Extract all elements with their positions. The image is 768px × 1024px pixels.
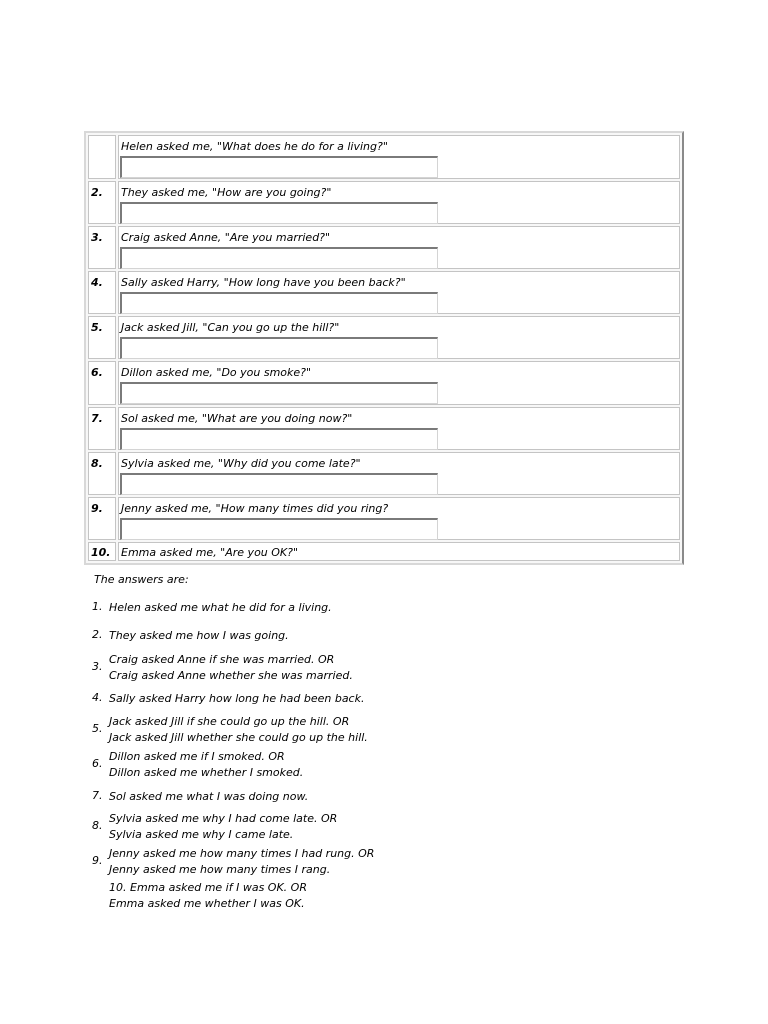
question-cell <box>118 271 680 314</box>
question-text: Jack asked Jill, "Can you go up the hill?" <box>121 321 340 334</box>
answers-heading: The answers are: <box>94 573 189 586</box>
question-row-5 <box>88 316 680 359</box>
answer-text: Sally asked Harry how long he had been back. <box>109 692 365 705</box>
question-number: 10. <box>91 546 111 559</box>
question-text: Dillon asked me, "Do you smoke?" <box>121 366 312 379</box>
answer-input-2[interactable] <box>120 202 438 224</box>
question-number-cell <box>88 542 116 561</box>
answer-text: 10. Emma asked me if I was OK. OR <box>109 881 307 894</box>
answer-number: 6. <box>92 757 103 770</box>
answer-text: Helen asked me what he did for a living. <box>109 601 332 614</box>
answer-number: 5. <box>92 722 103 735</box>
question-row-9 <box>88 497 680 540</box>
answer-input-5[interactable] <box>120 337 438 359</box>
answer-text: Jenny asked me how many times I rang. <box>109 863 331 876</box>
question-number: 8. <box>91 457 103 470</box>
question-text: Jenny asked me, "How many times did you ring? <box>121 502 389 515</box>
answer-text: Jenny asked me how many times I had rung. OR <box>109 847 375 860</box>
answer-input-6[interactable] <box>120 382 438 404</box>
answer-text: Jack asked Jill if she could go up the hill. OR <box>109 715 350 728</box>
answer-input-8[interactable] <box>120 473 438 495</box>
answer-number: 7. <box>92 789 103 802</box>
question-number-cell <box>88 271 116 314</box>
question-row-6 <box>88 361 680 405</box>
answer-number: 8. <box>92 819 103 832</box>
question-cell <box>118 497 680 540</box>
question-row-1 <box>88 135 680 179</box>
answer-input-4[interactable] <box>120 292 438 314</box>
question-number: 6. <box>91 366 103 379</box>
question-number: 2. <box>91 186 103 199</box>
question-row-3 <box>88 226 680 269</box>
question-number-cell <box>88 452 116 495</box>
answer-input-7[interactable] <box>120 428 438 450</box>
question-row-2 <box>88 181 680 224</box>
question-row-10 <box>88 542 680 561</box>
question-cell <box>118 226 680 269</box>
answer-text: Sylvia asked me why I had come late. OR <box>109 812 338 825</box>
question-row-4 <box>88 271 680 314</box>
question-text: Craig asked Anne, "Are you married?" <box>121 231 331 244</box>
answer-number: 3. <box>92 660 103 673</box>
question-number-cell <box>88 135 116 179</box>
answer-number: 1. <box>92 600 103 613</box>
answer-text: Craig asked Anne whether she was married. <box>109 669 353 682</box>
answer-input-3[interactable] <box>120 247 438 269</box>
answer-number: 2. <box>92 628 103 641</box>
quiz-table <box>84 131 684 565</box>
answer-text: They asked me how I was going. <box>109 629 289 642</box>
answer-text: Jack asked Jill whether she could go up the hill. <box>109 731 368 744</box>
question-number-cell <box>88 361 116 405</box>
answer-input-9[interactable] <box>120 518 438 540</box>
question-cell <box>118 135 680 179</box>
question-number: 7. <box>91 412 103 425</box>
answer-text: Dillon asked me if I smoked. OR <box>109 750 285 763</box>
question-number-cell <box>88 407 116 450</box>
question-number: 3. <box>91 231 103 244</box>
answer-number: 9. <box>92 854 103 867</box>
question-cell <box>118 316 680 359</box>
answer-number: 4. <box>92 691 103 704</box>
answer-text: Emma asked me whether I was OK. <box>109 897 305 910</box>
question-number: 5. <box>91 321 103 334</box>
question-cell <box>118 181 680 224</box>
question-cell <box>118 542 680 561</box>
question-cell <box>118 361 680 405</box>
question-row-7 <box>88 407 680 450</box>
question-number-cell <box>88 316 116 359</box>
question-text: Sylvia asked me, "Why did you come late?" <box>121 457 361 470</box>
answer-text: Sol asked me what I was doing now. <box>109 790 309 803</box>
question-number: 9. <box>91 502 103 515</box>
question-text: Sol asked me, "What are you doing now?" <box>121 412 353 425</box>
answer-text: Craig asked Anne if she was married. OR <box>109 653 335 666</box>
question-row-8 <box>88 452 680 495</box>
question-text: Sally asked Harry, "How long have you been back?" <box>121 276 406 289</box>
answer-text: Sylvia asked me why I came late. <box>109 828 294 841</box>
question-number-cell <box>88 181 116 224</box>
question-text: They asked me, "How are you going?" <box>121 186 332 199</box>
answer-input-1[interactable] <box>120 156 438 178</box>
answer-text: Dillon asked me whether I smoked. <box>109 766 304 779</box>
question-number: 4. <box>91 276 103 289</box>
question-cell <box>118 452 680 495</box>
question-number-cell <box>88 497 116 540</box>
question-text: Helen asked me, "What does he do for a living?" <box>121 140 388 153</box>
question-cell <box>118 407 680 450</box>
question-text: Emma asked me, "Are you OK?" <box>121 546 299 559</box>
question-number-cell <box>88 226 116 269</box>
